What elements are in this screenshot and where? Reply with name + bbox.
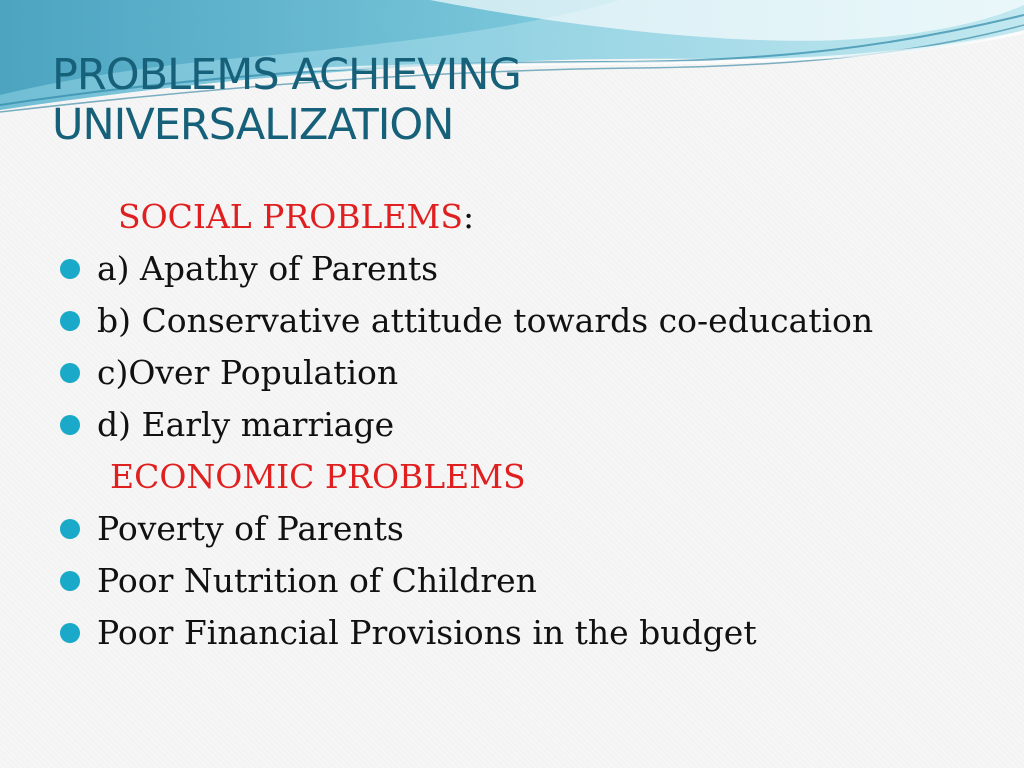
list-item-text: c)Over Population (97, 353, 399, 392)
bullet-icon (60, 311, 80, 331)
bullet-icon (60, 623, 80, 643)
social-problems-heading (60, 193, 1000, 245)
title-line-1: PROBLEMS ACHIEVING (52, 50, 521, 100)
list-item-text: Poor Financial Provisions in the budget (97, 613, 757, 652)
list-item-text: d) Early marriage (97, 405, 395, 444)
economic-heading-text: ECONOMIC PROBLEMS (110, 457, 526, 496)
list-item (60, 557, 1000, 609)
list-item (60, 349, 1000, 401)
list-item (60, 505, 1000, 557)
bullet-icon (60, 259, 80, 279)
list-item-text: Poor Nutrition of Children (97, 561, 537, 600)
list-item (60, 245, 1000, 297)
list-item-text: a) Apathy of Parents (97, 249, 439, 288)
social-heading-colon: : (462, 197, 475, 236)
bullet-icon (60, 519, 80, 539)
list-item-text: Poverty of Parents (97, 509, 404, 548)
list-item (60, 401, 1000, 453)
bullet-icon (60, 571, 80, 591)
slide-title (52, 50, 521, 150)
list-item (60, 609, 1000, 661)
bullet-icon (60, 363, 80, 383)
bullet-icon (60, 415, 80, 435)
list-item (60, 297, 1000, 349)
slide-content (60, 193, 1000, 661)
list-item-text: b) Conservative attitude towards co-education (97, 301, 874, 340)
title-line-2: UNIVERSALIZATION (52, 100, 454, 150)
social-heading-text: SOCIAL PROBLEMS (118, 197, 463, 236)
economic-problems-heading (60, 453, 1000, 505)
